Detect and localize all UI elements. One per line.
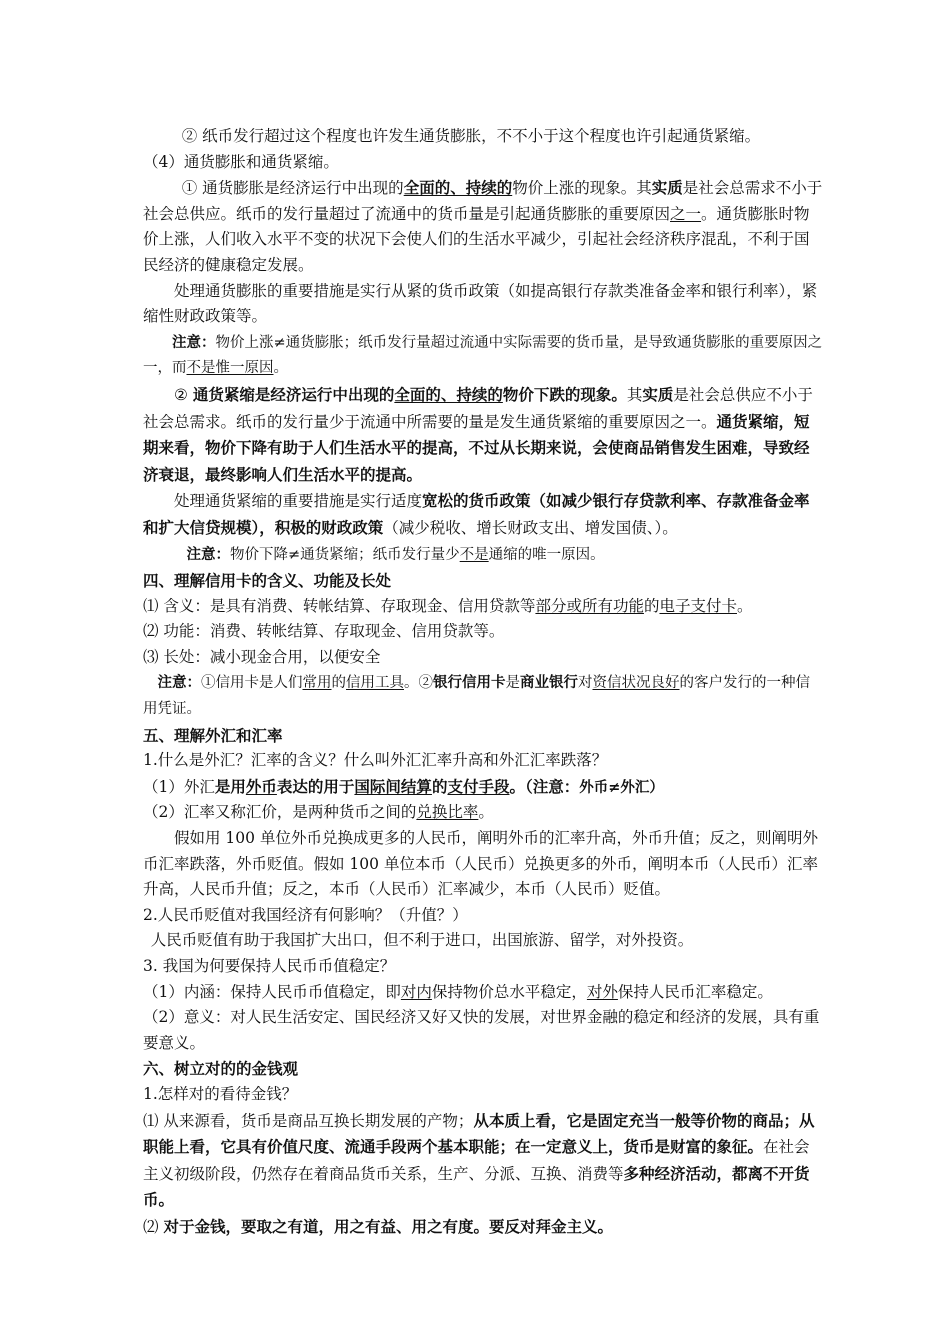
text-run: （4）通货膨胀和通货紧缩。 xyxy=(143,152,339,171)
para-exchange-rate xyxy=(143,800,823,826)
note-label: 注意： xyxy=(186,545,230,563)
emphasis-underline: 资信状况良好 xyxy=(592,675,680,692)
emphasis-bold: 表达的用于 xyxy=(276,776,355,796)
para-deflation xyxy=(143,382,823,488)
emphasis-underline: 外币 xyxy=(245,776,277,796)
text-run: 六、树立对的的金钱观 xyxy=(143,1059,299,1079)
emphasis-bold: 物价下跌的现象。 xyxy=(502,384,627,404)
text-run: 处理通货紧缩的重要措施是实行适度 xyxy=(174,492,423,511)
text-run: （1）内涵：保持人民币币值稳定，即 xyxy=(143,982,401,1001)
emphasis-bold: 通货紧缩，短期来看，物价下降有助于人们生活水平的提高，不过从长期来说，会使商品销售发生困难，导致经济衰退，最终影响人们生活水平的提高。 xyxy=(143,411,810,484)
para-inflation-measures xyxy=(143,279,823,330)
emphasis-bold: 实质 xyxy=(651,178,683,198)
text-run: 在社会主义初级阶段，仍然存在着商品货币关系，生产、分派、互换、消费等 xyxy=(143,1138,810,1183)
text-run: 保持人民币汇率稳定。 xyxy=(617,982,773,1001)
text-run: 对 xyxy=(578,675,593,692)
text-run: ② xyxy=(174,385,193,404)
text-run: 五、理解外汇和汇率 xyxy=(143,725,283,745)
para-inflation xyxy=(143,175,823,278)
section-heading-forex xyxy=(143,723,823,749)
emphasis-bold: 的 xyxy=(431,776,448,796)
text-run: 物价上涨≠通货膨胀；纸币发行量超过流通中实际需要的货币量，是导致通货膨胀的重要原因之一，而 xyxy=(143,334,823,377)
emphasis-underline: 不是惟一原因 xyxy=(186,360,274,377)
emphasis-bold: 宽松的货币政策（如减少银行存贷款利率、存款准备金率和扩大信贷规模），积极的财政政策 xyxy=(143,491,810,537)
text-run: 的 xyxy=(643,596,660,615)
note-credit-card xyxy=(143,670,823,722)
text-run: 保持物价总水平稳定， xyxy=(431,982,587,1001)
text-run: 假如用 100 单位外币兑换成更多的人民币，阐明外币的汇率升高，外币升值；反之，则阐明外币汇率跌落，外币贬值。假如 100 单位本币（人民币）兑换更多的外币，阐明本币（人民币）汇率升高，人民币升值；反之，本币（人民币）汇率减少，本币（人民币）贬值。 xyxy=(143,829,818,899)
emphasis-underline: 支付手段 xyxy=(447,776,510,796)
note-label: 注意： xyxy=(172,333,216,351)
para-forex-definition xyxy=(143,774,823,801)
text-run: ② 纸币发行超过这个程度也许发生通货膨胀，不不小于这个程度也许引起通货紧缩。 xyxy=(181,127,761,145)
emphasis-bold: 外币≠外汇） xyxy=(579,778,664,796)
text-run: 是社会总供应不小于社会总需求。纸币的发行量少于流通中所需要的量是发生通货紧缩的重要原因之一。 xyxy=(143,385,813,431)
text-run: 的 xyxy=(331,675,346,692)
text-run: 物价上涨的现象。其 xyxy=(512,179,652,198)
para-deflation-measures xyxy=(143,488,823,541)
emphasis-bold: 实质 xyxy=(642,384,674,404)
emphasis-underline: 之一 xyxy=(670,204,702,223)
question-rmb-depreciation xyxy=(143,903,823,929)
text-run: 。 xyxy=(273,360,288,377)
question-rmb-stability xyxy=(143,954,823,980)
text-run: （2）汇率又称汇价，是两种货币之间的 xyxy=(143,803,417,822)
text-run: ⑵ xyxy=(143,1217,164,1236)
emphasis-bold: 是用 xyxy=(214,776,246,796)
text-run: 通缩的唯一原因。 xyxy=(488,546,605,563)
text-run: 是 xyxy=(505,675,520,692)
emphasis-underline: 信用工具 xyxy=(346,675,404,692)
text-run: ⑴ 从来源看，货币是商品互换长期发展的产物； xyxy=(143,1111,474,1130)
emphasis-bold: 多种经济活动，都离不开货币。 xyxy=(143,1163,810,1210)
text-run: 是社会总需求不小于社会总供应。纸币的发行量超过了流通中的货币量是引起通货膨胀的重要原因 xyxy=(143,179,823,223)
text-run: ①信用卡是人们 xyxy=(201,675,303,692)
para-paper-money-limit xyxy=(143,124,823,150)
emphasis-underline: 常用 xyxy=(302,675,332,692)
para-money-attitude xyxy=(143,1214,823,1241)
emphasis-underline: 对内 xyxy=(400,982,432,1001)
text-run: 处理通货膨胀的重要措施是实行从紧的货币政策（如提高银行存款类准备金率和银行利率），紧缩性财政政策等。 xyxy=(143,281,818,326)
note-label: 注意： xyxy=(157,674,201,692)
emphasis-underline: 不是 xyxy=(459,546,489,563)
emphasis-underline: 电子支付卡 xyxy=(659,596,737,615)
section-heading-credit-card xyxy=(143,568,823,594)
note-deflation xyxy=(143,542,823,569)
text-run: 人民币贬值有助于我国扩大出口，但不利于进口，出国旅游、留学，对外投资。 xyxy=(150,931,694,950)
para-credit-card-function xyxy=(143,619,823,645)
text-run: 。 xyxy=(478,803,494,822)
text-run: （1）外汇 xyxy=(143,777,215,796)
text-run: 其 xyxy=(626,385,643,404)
question-money xyxy=(143,1082,823,1108)
text-run: 的客户发行的一种信用凭证。 xyxy=(143,675,810,718)
emphasis-bold: 对于金钱，要取之有道，用之有益、用之有度。要反对拜金主义。 xyxy=(163,1216,613,1236)
text-run: ⑵ 功能：消费、转帐结算、存取现金、信用贷款等。 xyxy=(143,622,505,641)
text-run: 四、理解信用卡的含义、功能及长处 xyxy=(143,571,392,591)
text-run: （减少税收、增长财政支出、增发国债、）。 xyxy=(383,518,678,537)
para-rmb-stability-meaning xyxy=(143,980,823,1006)
emphasis-underline: 对外 xyxy=(586,982,618,1001)
note-inflation xyxy=(143,330,823,382)
text-run: 。 xyxy=(736,596,753,615)
text-run: 。② xyxy=(404,675,433,692)
emphasis-underline: 兑换比率 xyxy=(416,803,479,822)
question-forex xyxy=(143,748,823,774)
para-exchange-rate-example xyxy=(143,826,823,903)
emphasis-underline: 国际间结算 xyxy=(354,776,432,796)
text-run: 3. 我国为何要保持人民币币值稳定？ xyxy=(143,957,396,975)
emphasis-bold: 商业银行 xyxy=(520,674,578,692)
para-rmb-depreciation xyxy=(143,928,823,954)
text-run: ⑴ 含义：是具有消费、转帐结算、存取现金、信用贷款等 xyxy=(143,596,536,615)
emphasis-bold: 。（注意： xyxy=(509,776,580,796)
text-run: 。通货膨胀时物价上涨，人们收入水平不变的状况下会使人们的生活水平减少，引起社会经济秩序混乱，不利于国民经济的健康稳定发展。 xyxy=(143,204,810,274)
subheading-inflation-deflation xyxy=(143,150,823,176)
emphasis-underline: 全面的、持续的 xyxy=(394,384,503,404)
para-credit-card-advantage xyxy=(143,645,823,671)
document-body xyxy=(143,124,823,1241)
text-run: 物价下降≠通货紧缩；纸币发行量少 xyxy=(230,546,460,563)
para-money-origin xyxy=(143,1108,823,1214)
para-rmb-stability-significance xyxy=(143,1005,823,1056)
emphasis-underline: 部分或所有功能 xyxy=(535,596,644,615)
emphasis-bold: 通货紧缩是经济运行中出现的 xyxy=(192,384,395,404)
emphasis-underline: 全面的、持续的 xyxy=(403,178,513,198)
text-run: （2）意义：对人民生活安定、国民经济又好又快的发展，对世界金融的稳定和经济的发展，具有重要意义。 xyxy=(143,1008,820,1052)
section-heading-money-view xyxy=(143,1056,823,1082)
text-run: ⑶ 长处：减小现金合用，以便安全 xyxy=(143,647,381,666)
emphasis-bold: 银行信用卡 xyxy=(433,674,506,692)
text-run: ① 通货膨胀是经济运行中出现的 xyxy=(181,179,404,198)
text-run: 1.怎样对的看待金钱？ xyxy=(143,1084,298,1103)
para-credit-card-meaning xyxy=(143,594,823,620)
text-run: 2.人民币贬值对我国经济有何影响？（升值？） xyxy=(143,905,468,924)
emphasis-bold: 从本质上看，它是固定充当一般等价物的商品；从职能上看，它具有价值尺度、流通手段两个基本职能；在一定意义上，货币是财富的象征。 xyxy=(143,1110,815,1157)
text-run: 1.什么是外汇？汇率的含义？什么叫外汇汇率升高和外汇汇率跌落？ xyxy=(143,751,608,770)
